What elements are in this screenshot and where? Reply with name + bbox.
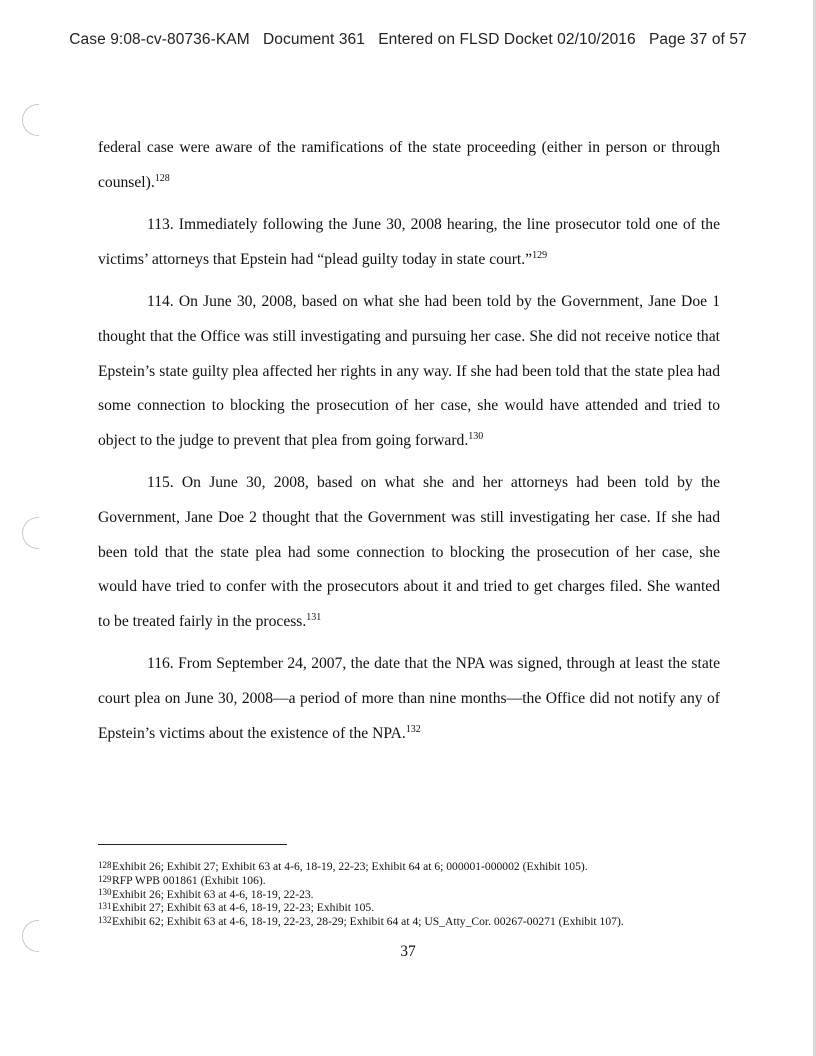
page-number: 37 [400,943,416,960]
paragraph-114: 114. On June 30, 2008, based on what she had been told by the Government, Jane Doe 1 thought that the Office was still investigating and pursuing her case. She did not receive notice that Epstein’s state guilty plea affected her rights in any way. If she had been told that the state plea had some connection to blocking the prosecution of her case, she would have attended and tried to object to the judge to prevent that plea from going forward.$^{130}$ [98,293,720,449]
footnote-ref-129: 129 [532,249,548,261]
footnote-ref-132: 132 [405,723,421,735]
header-case: Case 9:08-cv-80736-KAM [69,31,250,48]
paragraph-116: 116. From September 24, 2007, the date that the NPA was signed, through at least the state court plea on June 30, 2008—a period of more than nine months—the Office did not notify any of Epstein’s victims about the existence of the NPA.$^{132}$ [98,655,720,742]
footnote-131: 131 Exhibit 27; Exhibit 63 at 4-6, 18-19, 22-23; Exhibit 105. [98,901,375,915]
footnote-129: 129 RFP WPB 001861 (Exhibit 106). [98,873,266,887]
header-document: Document 361 [262,31,365,48]
footnote-separator [98,844,287,845]
document-body [98,131,720,759]
punch-hole-mark [22,517,39,549]
footnote-128: 128 Exhibit 26; Exhibit 27; Exhibit 63 at 4-6, 18-19, 22-23; Exhibit 64 at 6; 000001-000002 (Exhibit 105). [98,859,588,873]
footnote-ref-130: 130 [468,430,484,442]
docket-header [0,31,816,49]
footnote-ref-128: 128 [154,172,170,184]
header-entered: Entered on FLSD Docket 02/10/2016 [378,31,636,48]
footnote-ref-131: 131 [306,611,322,623]
paragraph-112-continued: federal case were aware of the ramifications of the state proceeding (either in person or through counsel).$^{128}$ [98,139,720,191]
paragraph-113: 113. Immediately following the June 30, 2008 hearing, the line prosecutor told one of the victims’ attorneys that Epstein had “plead guilty today in state court.”$^{129}$ [98,216,720,268]
footnote-130: 130 Exhibit 26; Exhibit 63 at 4-6, 18-19, 22-23. [98,887,314,901]
punch-hole-mark [22,104,39,136]
header-page: Page 37 of 57 [648,31,747,48]
paragraph-115: 115. On June 30, 2008, based on what she and her attorneys had been told by the Government, Jane Doe 2 thought that the Government was still investigating her case. If she had been told that the state plea had some connection to blocking the prosecution of her case, she would have tried to confer with the prosecutors about it and tried to get charges filed. She wanted to be treated fairly in the process.$^{131}$ [98,474,720,630]
footnotes [98,860,728,929]
footnote-132: 132 Exhibit 62; Exhibit 63 at 4-6, 18-19, 22-23, 28-29; Exhibit 64 at 4; US_Atty_Cor. 00267-00271 (Exhibit 107). [98,915,624,929]
